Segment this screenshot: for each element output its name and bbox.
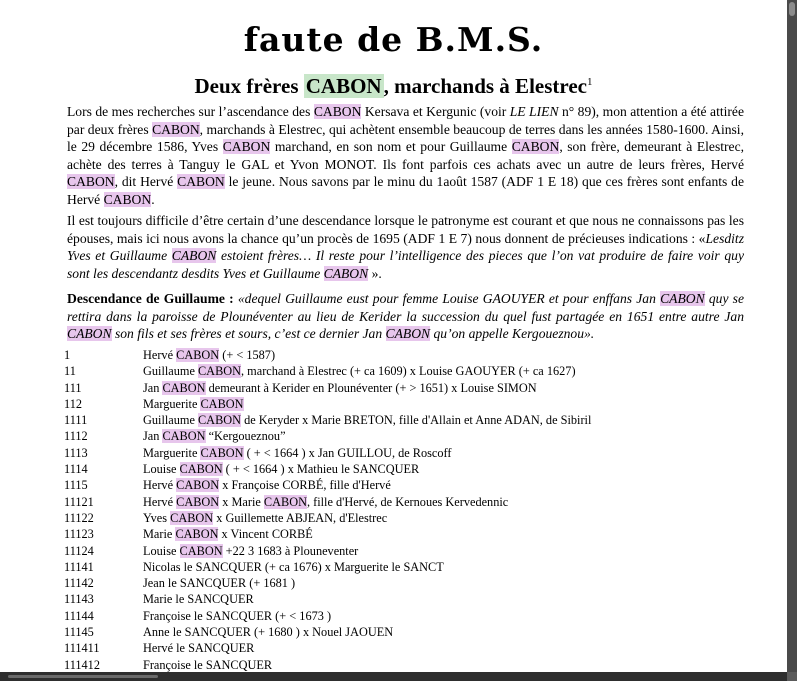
genealogy-text: (+ < 1587) [219,348,276,362]
genealogy-text: Françoise le SANCQUER (+ < 1673 ) [143,608,332,623]
p1-text: , dit Hervé [114,174,178,190]
genealogy-number: 11143 [64,592,94,607]
p2-text: ». [368,265,382,281]
genealogy-text: +22 3 1683 à Plouneventer [222,543,359,558]
genealogy-highlight: CABON [176,478,220,493]
genealogy-highlight: CABON [197,364,242,379]
genealogy-entry [143,363,744,379]
genealogy-text: Françoise le SANCQUER [143,657,273,672]
genealogy-highlight: CABON [162,429,206,444]
genealogy-number: 111 [64,380,82,395]
p1-text: Kersava et Kergunic (voir [361,104,510,119]
genealogy-highlight: CABON [162,380,206,395]
p1-highlight: CABON [103,191,152,207]
genealogy-number: 11123 [64,527,94,542]
vertical-scrollbar[interactable] [787,0,797,672]
genealogy-entry [143,624,744,640]
p1-journal-title: LE LIEN [509,104,559,119]
genealogy-highlight: CABON [263,494,307,509]
genealogy-entry [143,657,744,672]
genealogy-entry [143,445,744,461]
genealogy-entry [143,477,744,493]
genealogy-text: Guillaume [143,364,198,379]
p1-text: , son frère, demeurant à Elestrec, achète des terres à Tanguy le GAL et Yvon MONOT. Ils font parfois ces achats avec un autre de leurs frères, Hervé [67,139,744,172]
genealogy-text: Yves [143,510,171,525]
title-text-before: Deux frères [194,74,304,98]
genealogy-number: 11141 [64,559,94,574]
horizontal-scrollbar[interactable] [0,672,787,681]
p1-text: , marchands à Elestrec, qui achètent ensemble beaucoup de terres dans les années 1580-1600. Ainsi, le 29 décembre 1586, Yves [67,121,744,155]
genealogy-number: 1 [64,348,71,362]
paragraph-3 [55,290,744,343]
p2-highlight: CABON [171,248,217,264]
genealogy-text: Hervé le SANCQUER [143,641,255,656]
genealogy-text: Marie [143,527,176,542]
genealogy-entry [143,510,744,526]
p3-highlight: CABON [385,326,431,342]
genealogy-entry [143,526,744,542]
genealogy-text: “Kergoueznou” [205,429,286,444]
p1-text: marchand, en son nom et pour Guillaume [270,139,512,155]
genealogy-highlight: CABON [200,396,244,411]
genealogy-entry [143,412,744,428]
genealogy-entry [143,380,744,396]
genealogy-entry [143,543,744,559]
genealogy-text: x Françoise CORBÉ, fille d'Hervé [219,478,391,493]
genealogy-text: Jean le SANCQUER (+ 1681 ) [143,576,296,591]
genealogy-highlight: CABON [175,527,219,542]
genealogy-number: 11144 [64,608,94,623]
article-title [0,69,787,99]
genealogy-text: Hervé [143,478,177,493]
genealogy-text: Marie le SANCQUER [143,592,254,607]
genealogy-row [64,575,744,591]
genealogy-text: Guillaume [143,413,198,428]
genealogy-list [64,347,744,672]
p3-quote-text: son fils et ses frères et sours, c’est ce dernier Jan [111,326,386,342]
p1-highlight: CABON [67,174,115,190]
genealogy-text: Hervé [143,494,177,509]
genealogy-row [64,428,744,444]
genealogy-number: 11124 [64,543,94,558]
genealogy-text: ( + < 1664 ) x Jan GUILLOU, de Roscoff [243,445,452,460]
genealogy-number: 11121 [64,494,94,509]
genealogy-row [64,477,744,493]
genealogy-row [64,640,744,656]
genealogy-row [64,559,744,575]
genealogy-text: de Keryder x Marie BRETON, fille d'Allain et Anne ADAN, de Sibiril [241,413,592,428]
genealogy-number: 11 [64,364,76,379]
genealogy-entry [143,347,744,363]
p1-text: n° 89), mon attention a été attirée par deux frères [67,104,744,137]
p1-text: le jeune. Nous savons par le minu du 1août 1587 (ADF 1 E 18) que ces frères sont enfants de Hervé [67,174,744,207]
genealogy-number: 1112 [64,429,88,444]
p2-highlight: CABON [323,265,369,281]
p3-highlight: CABON [660,291,705,306]
genealogy-row [64,657,744,672]
genealogy-row [64,543,744,559]
genealogy-row [64,624,744,640]
paragraph-1 [55,103,744,209]
title-text-after: , marchands à Elestrec [383,74,587,98]
genealogy-number: 11122 [64,510,94,525]
genealogy-entry [143,575,744,591]
genealogy-row [64,510,744,526]
genealogy-text: Louise [143,462,180,477]
genealogy-text: demeurant à Kerider en Plounéventer (+ > 1651) x Louise SIMON [205,380,537,395]
genealogy-row [64,608,744,624]
genealogy-text: Nicolas le SANCQUER (+ ca 1676) x Marguerite le SANCT [143,559,444,574]
genealogy-highlight: CABON [176,494,220,509]
genealogy-number: 111412 [64,657,100,672]
genealogy-text: Louise [143,543,180,558]
p1-highlight: CABON [313,104,362,119]
genealogy-number: 11142 [64,576,94,591]
genealogy-row [64,445,744,461]
paragraph-2 [55,212,744,282]
genealogy-row [64,380,744,396]
p3-quote-text: «dequel Guillaume eust pour femme Louise GAOUYER et pour enffans Jan [233,291,661,306]
genealogy-text: x Vincent CORBÉ [218,527,313,542]
genealogy-text: Marguerite [143,445,201,460]
genealogy-text: Jan [143,429,163,444]
genealogy-number: 1111 [64,413,88,428]
genealogy-highlight: CABON [176,348,220,362]
genealogy-number: 1113 [64,445,88,460]
p1-text: Lors de mes recherches sur l’ascendance des [67,104,314,119]
p2-quote-text: Lesditz Yves et Guillaume [67,230,744,264]
p1-highlight: CABON [152,121,200,137]
genealogy-number: 111411 [64,641,100,656]
p1-highlight: CABON [222,139,271,155]
genealogy-number: 11145 [64,625,94,640]
genealogy-number: 1114 [64,462,88,477]
genealogy-row [64,591,744,607]
genealogy-highlight: CABON [200,445,244,460]
genealogy-highlight: CABON [179,462,223,477]
genealogy-entry [143,640,744,656]
genealogy-row [64,412,744,428]
genealogy-number: 112 [64,396,82,411]
p3-quote-text: qu’on appelle Kergoueznou». [430,326,595,342]
genealogy-number: 1115 [64,478,88,493]
p2-text: Il est toujours difficile d’être certain d’une descendance lorsque le patronyme est courant et que nous ne connaissons pas les épouses, mais ici nous avons la chance qu’un procès de 1695 (ADF 1 E 7) nous donnent de précieuses indications : « [67,213,744,246]
genealogy-highlight: CABON [170,510,214,525]
genealogy-entry [143,428,744,444]
genealogy-highlight: CABON [179,543,223,558]
horizontal-scrollbar-thumb[interactable] [8,675,158,678]
genealogy-entry [143,608,744,624]
genealogy-text: ( + < 1664 ) x Mathieu le SANCQUER [222,462,420,477]
genealogy-highlight: CABON [197,413,242,428]
genealogy-row [64,363,744,379]
scrollbar-thumb[interactable] [789,2,795,16]
genealogy-text: Anne le SANCQUER (+ 1680 ) x Nouel JAOUEN [143,625,394,640]
genealogy-entry [143,461,744,477]
genealogy-row [64,347,744,363]
genealogy-row [64,494,744,510]
genealogy-entry [143,494,744,510]
title-highlighted-name: CABON [305,74,382,98]
genealogy-text: , marchand à Elestrec (+ ca 1609) x Louise GAOUYER (+ ca 1627) [241,364,576,379]
p2-quote-text: estoient frères… Il reste pour l’intelligence des pieces que l’on vat produire de faire voir quy sont les descendantz desdits Yves et Guillaume [67,248,744,281]
p3-highlight: CABON [67,326,112,342]
p1-highlight: CABON [177,174,225,190]
p3-heading: Descendance de Guillaume : [67,291,234,306]
title-footnote: 1 [586,76,593,88]
genealogy-row [64,461,744,477]
genealogy-text: x Marie [219,494,264,509]
genealogy-entry [143,559,744,575]
p1-text: . [151,191,155,207]
genealogy-entry [143,591,744,607]
genealogy-text: x Guillemette ABJEAN, d'Elestrec [213,510,388,525]
genealogy-text: Hervé [143,348,177,362]
genealogy-text: , fille d'Hervé, de Kernoues Kervedennic [306,494,509,509]
genealogy-text: Marguerite [143,396,201,411]
masthead: faute de B.M.S. [243,20,544,59]
p1-highlight: CABON [511,139,560,155]
genealogy-entry [143,396,744,412]
genealogy-text: Jan [143,380,163,395]
genealogy-row [64,526,744,542]
genealogy-row [64,396,744,412]
p3-quote-text: quy se rettira dans la paroisse de Plounéventer au lieu de Kerider la succession du quel fust partagée en 1651 entre autre Jan [67,291,745,324]
